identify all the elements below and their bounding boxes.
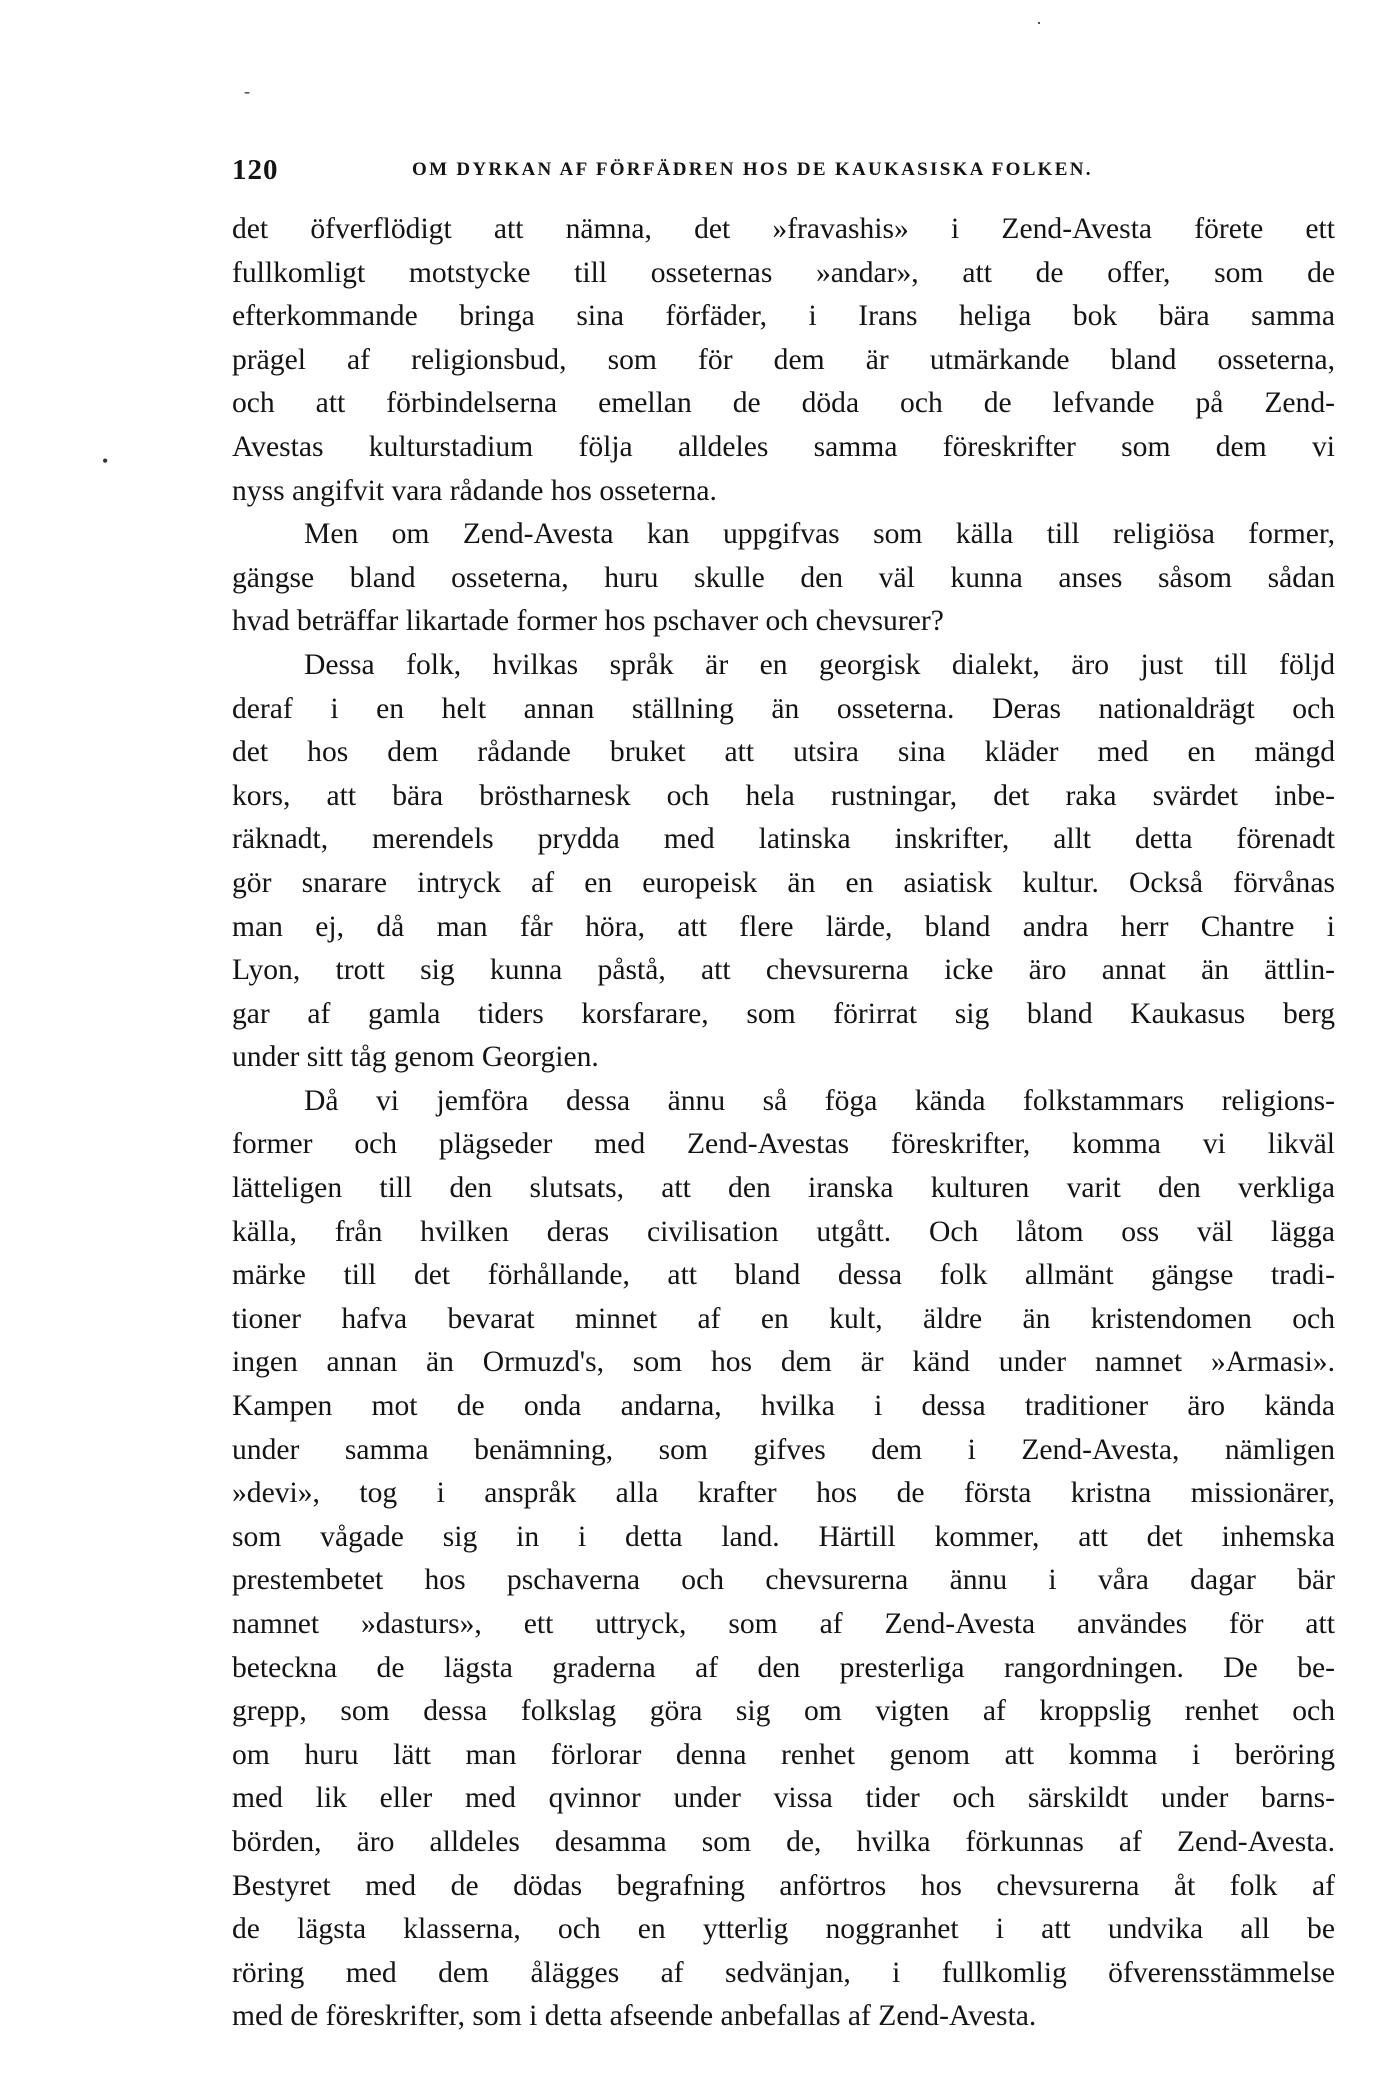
text-line: gängse bland osseterna, huru skulle den väl kunna anses såsom sådan [232,561,1335,594]
text-line: lätteligen till den slutsats, att den iranska kulturen varit den verkliga [232,1172,1335,1205]
text-line: kors, att bära bröstharnesk och hela rustningar, det raka svärdet inbe- [232,779,1335,812]
text-line: former och plägseder med Zend-Avestas föreskrifter, komma vi likväl [232,1128,1335,1161]
text-line: gar af gamla tiders korsfarare, som förirrat sig bland Kaukasus berg [232,997,1335,1030]
text-line: namnet »dasturs», ett uttryck, som af Zend-Avesta användes för att [232,1608,1335,1640]
text-line: med lik eller med qvinnor under vissa tider och särskildt under barns- [232,1782,1335,1815]
text-line: grepp, som dessa folkslag göra sig om vigten af kroppslig renhet och [232,1695,1335,1728]
text-line: Avestas kulturstadium följa alldeles samma föreskrifter som dem vi [232,430,1335,463]
speck-mark: • [102,451,109,471]
text-line: man ej, då man får höra, att flere lärde, bland andra herr Chantre i [232,910,1335,943]
text-line: Dessa folk, hvilkas språk är en georgisk dialekt, äro just till följd [304,648,1335,681]
text-line: hvad beträffar likartade former hos pschaver och chevsurer? [232,605,944,638]
speck-mark: - [244,81,250,101]
text-line: om huru lätt man förlorar denna renhet genom att komma i beröring [232,1738,1335,1771]
text-line: de lägsta klasserna, och en ytterlig noggranhet i att undvika all be [232,1913,1335,1946]
running-head: OM DYRKAN AF FÖRFÄDREN HOS DE KAUKASISKA FOLKEN. [412,159,1093,180]
speck-mark: · [1036,13,1042,33]
text-line: Kampen mot de onda andarna, hvilka i dessa traditioner äro kända [232,1390,1335,1423]
text-line: ingen annan än Ormuzd's, som hos dem är känd under namnet »Armasi». [232,1346,1335,1379]
text-line: »devi», tog i anspråk alla krafter hos de första kristna missionärer, [232,1477,1335,1510]
text-line: deraf i en helt annan ställning än osseterna. Deras nationaldrägt och [232,692,1335,725]
text-line: efterkommande bringa sina förfäder, i Irans heliga bok bära samma [232,300,1335,333]
text-line: det hos dem rådande bruket att utsira sina kläder med en mängd [232,736,1335,769]
text-line: med de föreskrifter, som i detta afseende anbefallas af Zend-Avesta. [232,2000,1037,2033]
text-line: tioner hafva bevarat minnet af en kult, äldre än kristendomen och [232,1302,1335,1335]
text-line: nyss angifvit vara rådande hos osseterna. [232,474,717,507]
page-header [232,150,1340,190]
text-line: gör snarare intryck af en europeisk än en asiatisk kultur. Också förvånas [232,866,1335,899]
page-number: 120 [232,154,279,186]
text-line: prägel af religionsbud, som för dem är utmärkande bland osseterna, [232,343,1335,376]
text-line: prestembetet hos pschaverna och chevsurerna ännu i våra dagar bär [232,1564,1335,1597]
text-line: räknadt, merendels prydda med latinska inskrifter, allt detta förenadt [232,823,1335,856]
text-line: som vågade sig in i detta land. Härtill kommer, att det inhemska [232,1520,1335,1553]
text-line: källa, från hvilken deras civilisation utgått. Och låtom oss väl lägga [232,1215,1335,1248]
text-line: röring med dem ålägges af sedvänjan, i fullkomlig öfverensstämmelse [232,1956,1335,1989]
text-line: under sitt tåg genom Georgien. [232,1041,599,1074]
text-line: fullkomligt motstycke till osseternas »andar», att de offer, som de [232,256,1335,289]
text-line: Bestyret med de dödas begrafning anförtros hos chevsurerna åt folk af [232,1869,1335,1902]
text-line: Lyon, trott sig kunna påstå, att chevsurerna icke äro annat än ättlin- [232,954,1335,987]
body-text [232,208,1335,2039]
text-line: och att förbindelserna emellan de döda och de lefvande på Zend- [232,387,1335,420]
text-line: Men om Zend-Avesta kan uppgifvas som källa till religiösa former, [304,518,1335,551]
text-line: börden, äro alldeles desamma som de, hvilka förkunnas af Zend-Avesta. [232,1825,1335,1858]
text-line: märke till det förhållande, att bland dessa folk allmänt gängse tradi- [232,1259,1335,1292]
text-line: Då vi jemföra dessa ännu så föga kända folkstammars religions- [304,1084,1335,1117]
text-line: under samma benämning, som gifves dem i Zend-Avesta, nämligen [232,1433,1335,1466]
text-line: beteckna de lägsta graderna af den presterliga rangordningen. De be- [232,1651,1335,1684]
text-line: det öfverflödigt att nämna, det »fravashis» i Zend-Avesta förete ett [232,213,1335,245]
